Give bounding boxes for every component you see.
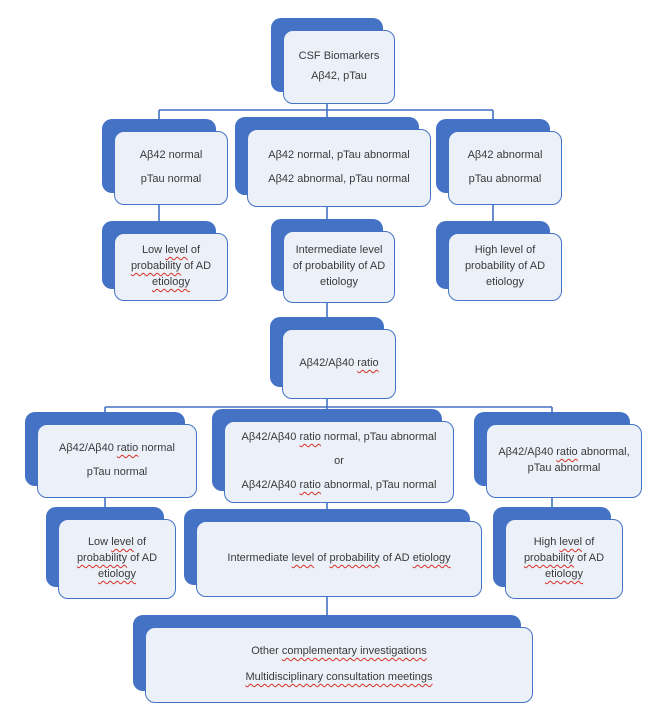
node-label: Intermediate level of probability of AD etiology <box>292 244 386 288</box>
node-front-shape <box>114 131 228 205</box>
node-low-probability-tier2 <box>46 507 176 599</box>
node-ab42-abnormal-ptau-abnormal <box>436 119 562 205</box>
node-front-shape <box>486 424 642 498</box>
node-label: Aβ42 normal, pTau abnormal Aβ42 abnormal, pTau normal <box>268 149 410 185</box>
node-label: Low level of probability of AD etiology <box>76 536 158 580</box>
node-front-shape <box>283 231 395 303</box>
node-ab42-ptau-discordant <box>235 117 431 207</box>
node-label: High level of probability of AD etiology <box>464 244 546 288</box>
node-front-shape <box>247 129 431 207</box>
node-high-probability-tier1 <box>436 221 562 301</box>
node-csf-biomarkers <box>271 18 395 104</box>
node-front-shape <box>505 519 623 599</box>
node-front-shape <box>37 424 197 498</box>
node-ab42-normal-ptau-normal <box>102 119 228 205</box>
node-front-shape <box>224 421 454 503</box>
node-ab42-ab40-ratio <box>270 317 396 399</box>
node-label: Aβ42/Aβ40 ratio abnormal, pTau abnormal <box>498 446 630 474</box>
node-front-shape <box>448 131 562 205</box>
node-ratio-normal-ptau-normal <box>25 412 197 498</box>
node-label: Low level of probability of AD etiology <box>130 244 212 288</box>
node-front-shape <box>145 627 533 703</box>
node-label: Aβ42 abnormal pTau abnormal <box>467 149 543 185</box>
node-label: Aβ42/Aβ40 ratio normal pTau normal <box>58 442 175 478</box>
node-intermediate-probability-tier1 <box>271 219 395 303</box>
node-low-probability-tier1 <box>102 221 228 301</box>
node-ratio-abnormal-ptau-abnormal <box>474 412 642 498</box>
node-front-shape <box>282 329 396 399</box>
node-label: Aβ42/Aβ40 ratio <box>299 357 379 370</box>
node-label: Intermediate level of probability of AD etiology <box>227 552 451 565</box>
node-front-shape <box>196 521 482 597</box>
node-front-shape <box>448 233 562 301</box>
node-label: Other complementary investigations Multidisciplinary consultation meetings <box>245 645 433 683</box>
node-label: CSF Biomarkers Aβ42, pTau <box>298 50 380 82</box>
node-label: Aβ42/Aβ40 ratio normal, pTau abnormal or Aβ42/Aβ40 ratio abnormal, pTau normal <box>241 431 437 491</box>
node-intermediate-probability-tier2 <box>184 509 482 597</box>
node-label: High level of probability of AD etiology <box>523 536 605 580</box>
node-high-probability-tier2 <box>493 507 623 599</box>
node-front-shape <box>114 233 228 301</box>
node-label: Aβ42 normal pTau normal <box>139 149 203 185</box>
node-front-shape <box>283 30 395 104</box>
node-front-shape <box>58 519 176 599</box>
node-ratio-ptau-discordant <box>212 409 454 503</box>
node-further-investigations <box>133 615 533 703</box>
